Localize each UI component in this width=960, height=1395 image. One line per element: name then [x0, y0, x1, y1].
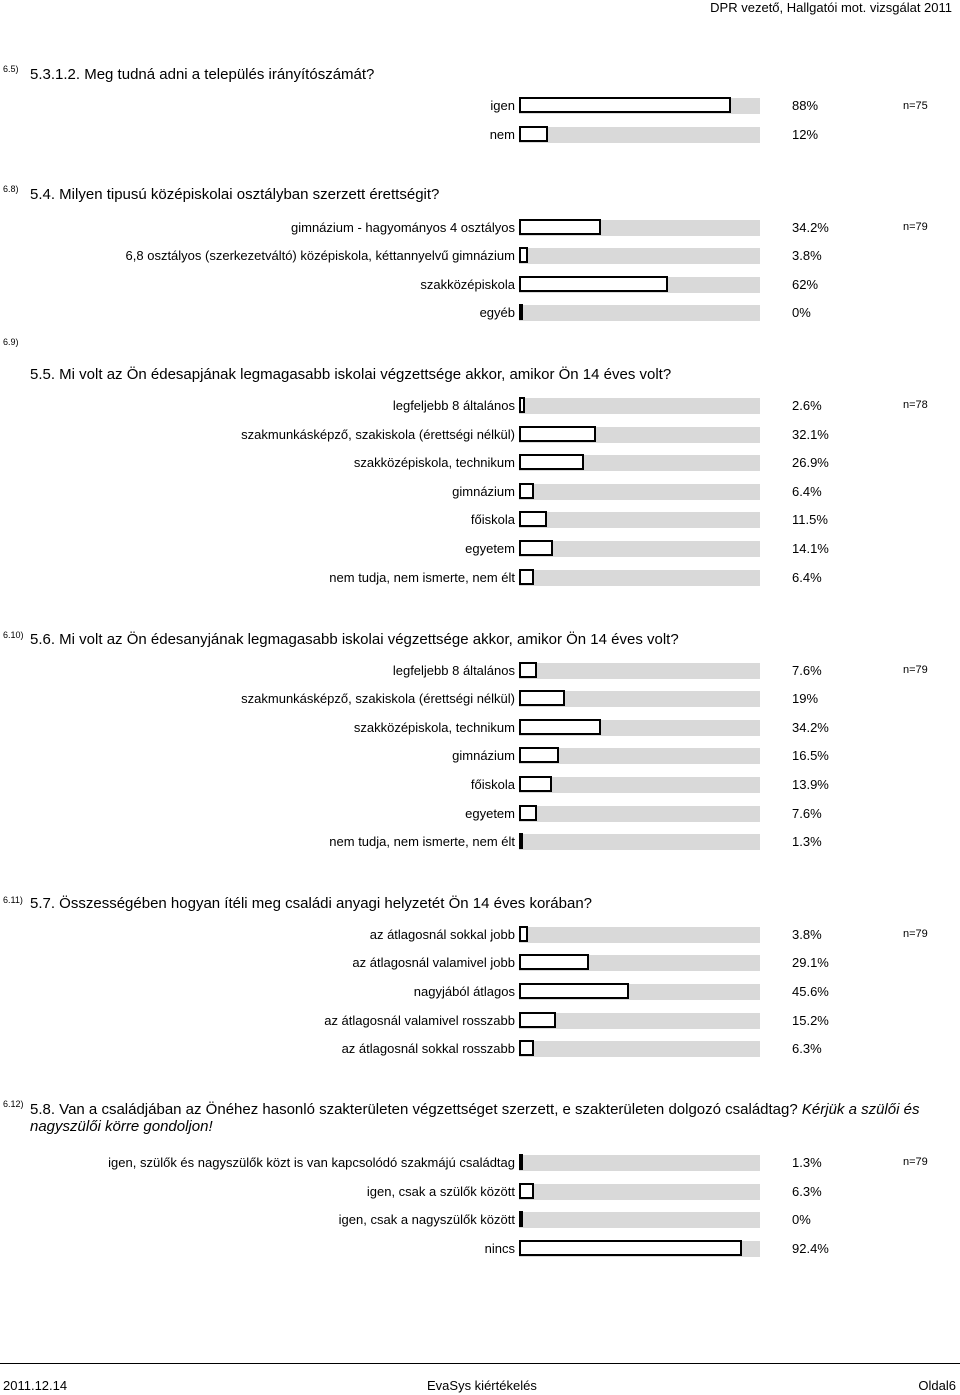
answer-bar: [519, 511, 547, 527]
answer-percent: 0%: [792, 1212, 811, 1227]
answer-bar-track: [519, 455, 760, 471]
answer-percent: 1.3%: [792, 834, 822, 849]
answer-label: nem tudja, nem ismerte, nem élt: [329, 570, 515, 585]
answer-percent: 34.2%: [792, 220, 829, 235]
answer-bar-track: [519, 1184, 760, 1200]
answer-label: nem tudja, nem ismerte, nem élt: [329, 834, 515, 849]
answer-percent: 2.6%: [792, 398, 822, 413]
footer-divider: [0, 1363, 960, 1364]
answer-percent: 14.1%: [792, 541, 829, 556]
answer-label: legfeljebb 8 általános: [392, 663, 515, 678]
answer-percent: 6.4%: [792, 484, 822, 499]
answer-bar: [519, 805, 537, 821]
question-title-block: [30, 1101, 930, 1135]
answer-bar-track: [519, 484, 760, 500]
answer-label: egyéb: [479, 305, 515, 320]
answer-label: az átlagosnál sokkal jobb: [369, 927, 515, 942]
answer-bar-track: [519, 570, 760, 586]
answer-percent: 6.3%: [792, 1041, 822, 1056]
answer-bar: [519, 540, 553, 556]
sample-size: n=79: [903, 928, 928, 940]
answer-bar: [519, 1012, 556, 1028]
answer-bar-track: [519, 512, 760, 528]
answer-label: szakközépiskola: [420, 277, 515, 292]
question-number: 6.5): [3, 64, 19, 74]
answer-percent: 7.6%: [792, 806, 822, 821]
answer-bar-track: [519, 248, 760, 264]
answer-label: szakközépiskola, technikum: [353, 455, 515, 470]
answer-bar: [519, 690, 565, 706]
answer-label: gimnázium: [452, 484, 515, 499]
answer-label: egyetem: [465, 541, 515, 556]
answer-label: főiskola: [470, 777, 515, 792]
answer-bar: [519, 276, 668, 292]
answer-bar-track: [519, 541, 760, 557]
answer-bar-track: [519, 427, 760, 443]
answer-bar-track: [519, 984, 760, 1000]
question-number: 6.11): [3, 895, 23, 905]
answer-label: igen: [490, 98, 515, 113]
answer-bar-track: [519, 806, 760, 822]
answer-percent: 15.2%: [792, 1013, 829, 1028]
answer-label: szakmunkásképző, szakiskola (érettségi nélkül): [241, 691, 515, 706]
answer-bar: [519, 126, 548, 142]
answer-label: 6,8 osztályos (szerkezetváltó) középiskola, kéttannyelvű gimnázium: [125, 248, 515, 263]
answer-bar-track: [519, 220, 760, 236]
answer-bar-track: [519, 834, 760, 850]
answer-bar: [519, 983, 629, 999]
footer-title: EvaSys kiértékelés: [427, 1378, 537, 1393]
answer-bar: [519, 426, 596, 442]
answer-bar: [519, 247, 528, 263]
answer-bar-track: [519, 748, 760, 764]
answer-bar: [519, 569, 534, 585]
answer-label: igen, szülők és nagyszülők közt is van kapcsolódó szakmájú családtag: [108, 1155, 515, 1170]
question-title: 5.8. Van a családjában az Önéhez hasonló szakterületen végzettséget szerzett, e szakterületen dolgozó családtag?: [30, 1101, 798, 1118]
answer-bar: [519, 926, 528, 942]
answer-bar-track: [519, 277, 760, 293]
answer-bar: [519, 1154, 523, 1170]
answer-bar-track: [519, 691, 760, 707]
answer-label: szakközépiskola, technikum: [353, 720, 515, 735]
answer-bar: [519, 1183, 534, 1199]
answer-bar: [519, 304, 523, 320]
answer-percent: 0%: [792, 305, 811, 320]
answer-bar: [519, 1240, 742, 1256]
answer-bar: [519, 1040, 534, 1056]
answer-percent: 3.8%: [792, 248, 822, 263]
answer-percent: 29.1%: [792, 955, 829, 970]
answer-bar-track: [519, 927, 760, 943]
answer-percent: 34.2%: [792, 720, 829, 735]
document-header-title: DPR vezető, Hallgatói mot. vizsgálat 2011: [710, 0, 952, 15]
sample-size: n=75: [903, 100, 928, 112]
question-title-instruction: Kérjük a szülői és nagyszülői körre gondoljon!: [30, 1101, 920, 1135]
answer-percent: 12%: [792, 127, 819, 142]
answer-label: nagyjából átlagos: [413, 984, 515, 999]
answer-bar-track: [519, 777, 760, 793]
footer-date: 2011.12.14: [3, 1378, 68, 1393]
question-title: 5.7. Összességében hogyan ítéli meg családi anyagi helyzetét Ön 14 éves korában?: [30, 895, 593, 912]
answer-percent: 16.5%: [792, 748, 829, 763]
answer-bar: [519, 397, 525, 413]
answer-bar-track: [519, 1212, 760, 1228]
answer-bar-track: [519, 127, 760, 143]
answer-bar-track: [519, 98, 760, 114]
answer-bar-track: [519, 955, 760, 971]
answer-label: nem: [489, 127, 515, 142]
answer-label: gimnázium: [452, 748, 515, 763]
answer-percent: 45.6%: [792, 984, 829, 999]
answer-bar: [519, 954, 589, 970]
answer-label: főiskola: [470, 512, 515, 527]
question-title: 5.6. Mi volt az Ön édesanyjának legmagasabb iskolai végzettsége akkor, amikor Ön 14 éves volt?: [30, 631, 679, 648]
answer-percent: 88%: [792, 98, 819, 113]
answer-bar: [519, 454, 584, 470]
sample-size: n=79: [903, 221, 928, 233]
answer-bar: [519, 483, 534, 499]
answer-bar-track: [519, 1041, 760, 1057]
answer-bar: [519, 662, 537, 678]
question-title: 5.5. Mi volt az Ön édesapjának legmagasabb iskolai végzettsége akkor, amikor Ön 14 éves volt?: [30, 366, 672, 383]
answer-percent: 26.9%: [792, 455, 829, 470]
question-number: 6.8): [3, 184, 19, 194]
answer-label: egyetem: [465, 806, 515, 821]
answer-label: igen, csak a nagyszülők között: [338, 1212, 515, 1227]
answer-label: szakmunkásképző, szakiskola (érettségi nélkül): [241, 427, 515, 442]
sample-size: n=79: [903, 664, 928, 676]
answer-bar: [519, 833, 523, 849]
answer-bar-track: [519, 398, 760, 414]
question-number: 6.9): [3, 337, 19, 347]
answer-bar-track: [519, 1241, 760, 1257]
answer-percent: 92.4%: [792, 1241, 829, 1256]
answer-percent: 6.3%: [792, 1184, 822, 1199]
answer-bar-track: [519, 1155, 760, 1171]
answer-percent: 11.5%: [792, 512, 828, 527]
answer-percent: 32.1%: [792, 427, 829, 442]
answer-percent: 62%: [792, 277, 819, 292]
answer-percent: 7.6%: [792, 663, 822, 678]
answer-percent: 1.3%: [792, 1155, 822, 1170]
answer-percent: 19%: [792, 691, 819, 706]
answer-label: az átlagosnál valamivel jobb: [352, 955, 515, 970]
question-title: 5.4. Milyen tipusú középiskolai osztályban szerzett érettségit?: [30, 186, 440, 203]
answer-percent: 3.8%: [792, 927, 822, 942]
answer-bar-track: [519, 720, 760, 736]
footer-page-number: Oldal6: [918, 1378, 956, 1393]
answer-percent: 13.9%: [792, 777, 829, 792]
question-title: 5.3.1.2. Meg tudná adni a település irányítószámát?: [30, 66, 375, 83]
answer-bar: [519, 747, 559, 763]
answer-label: gimnázium - hagyományos 4 osztályos: [291, 220, 515, 235]
answer-label: az átlagosnál valamivel rosszabb: [324, 1013, 515, 1028]
answer-bar-track: [519, 663, 760, 679]
answer-bar-track: [519, 305, 760, 321]
answer-label: nincs: [484, 1241, 515, 1256]
answer-label: igen, csak a szülők között: [366, 1184, 515, 1199]
answer-bar: [519, 1211, 523, 1227]
answer-bar: [519, 776, 552, 792]
sample-size: n=78: [903, 399, 928, 411]
answer-bar: [519, 219, 601, 235]
question-number: 6.12): [3, 1099, 24, 1109]
answer-bar: [519, 97, 731, 113]
sample-size: n=79: [903, 1156, 928, 1168]
answer-percent: 6.4%: [792, 570, 822, 585]
answer-label: az átlagosnál sokkal rosszabb: [341, 1041, 515, 1056]
answer-bar-track: [519, 1013, 760, 1029]
question-number: 6.10): [3, 630, 24, 640]
answer-bar: [519, 719, 601, 735]
answer-label: legfeljebb 8 általános: [392, 398, 515, 413]
